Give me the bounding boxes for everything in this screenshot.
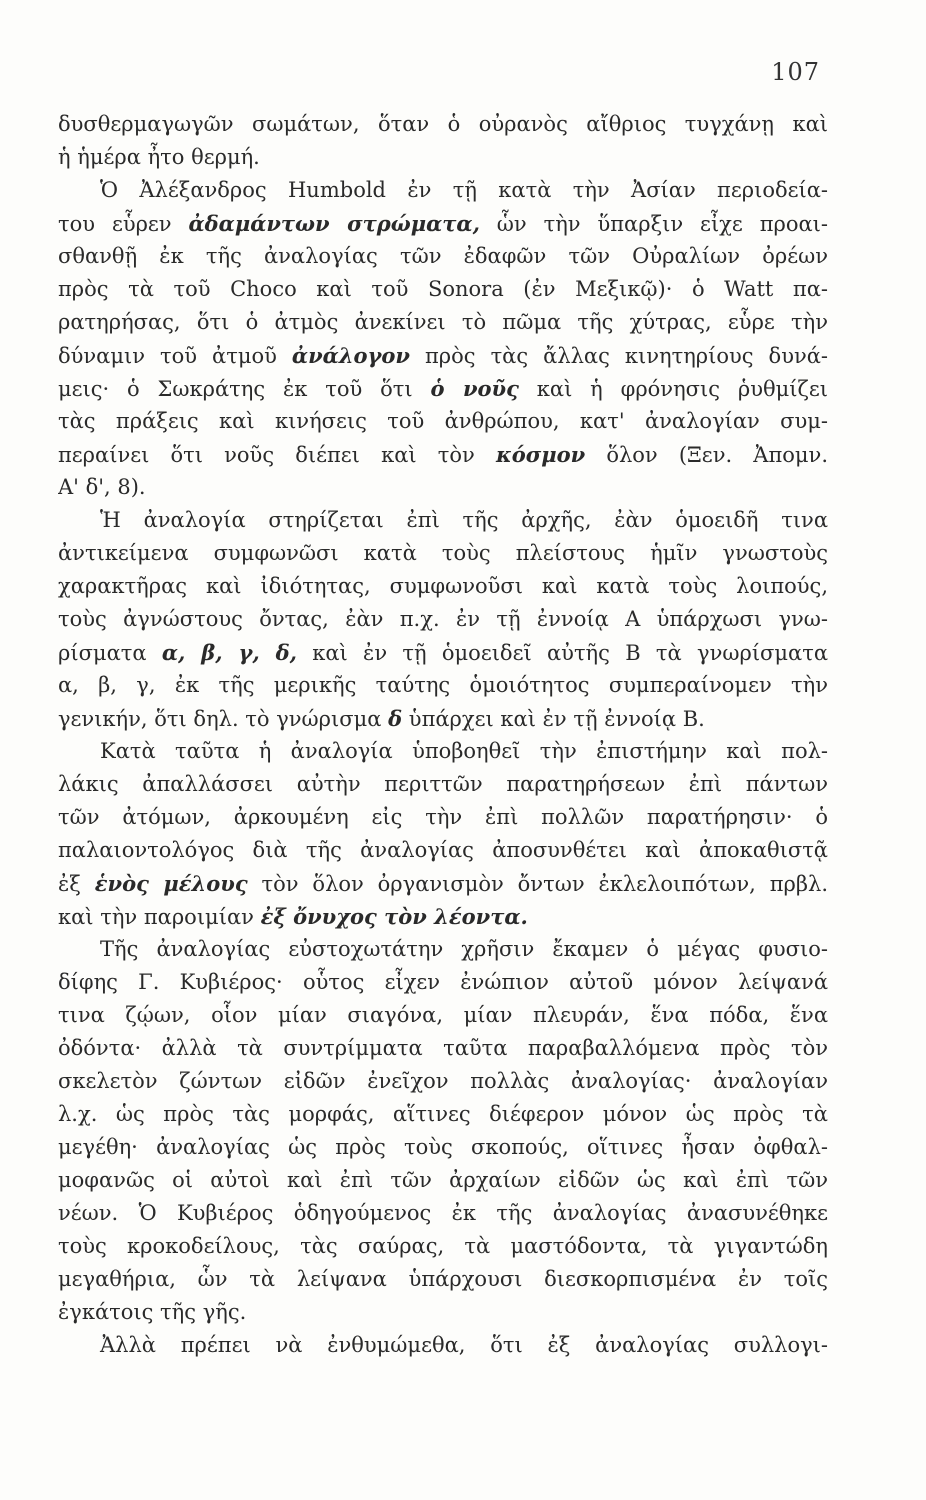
text-line <box>58 207 828 240</box>
body-text <box>58 108 828 1362</box>
text-line: Ἀλλὰ πρέπει νὰ ἐνθυμώμεθα, ὅτι ἐξ ἀναλογίας συλλογι- <box>100 1333 828 1357</box>
text-line: ἀντικείμενα συμφωνῶσι κατὰ τοὺς πλείστους ἡμῖν γνωστοὺς <box>58 541 828 565</box>
text-line: ὀδόντα· ἀλλὰ τὰ συντρίμματα ταῦτα παραβαλλόμενα πρὸς τὸν <box>58 1036 828 1060</box>
text-line: τῶν ἀτόμων, ἀρκουμένη εἰς τὴν ἐπὶ πολλῶν παρατήρησιν· ὁ <box>58 805 828 829</box>
text-segment: μεις· ὁ Σωκράτης ἐκ τοῦ ὅτι <box>58 377 431 401</box>
text-segment: του εὗρεν <box>58 212 189 236</box>
text-line: παλαιοντολόγος διὰ τῆς ἀναλογίας ἀποσυνθέτει καὶ ἀποκαθιστᾷ <box>58 838 828 862</box>
text-line <box>58 702 828 735</box>
text-line: Κατὰ ταῦτα ἡ ἀναλογία ὑποβοηθεῖ τὴν ἐπιστήμην καὶ πολ- <box>100 739 828 763</box>
text-line: τοὺς ἀγνώστους ὄντας, ἐὰν π.χ. ἐν τῇ ἐννοίᾳ Α ὑπάρχωσι γνω- <box>58 607 828 631</box>
text-line <box>58 339 828 372</box>
text-line: τινα ζῴων, οἷον μίαν σιαγόνα, μίαν πλευράν, ἕνα πόδα, ἕνα <box>58 1003 828 1027</box>
text-line: μεγέθη· ἀναλογίας ὡς πρὸς τοὺς σκοπούς, οἵτινες ἦσαν ὀφθαλ- <box>58 1135 828 1159</box>
text-line: λ.χ. ὡς πρὸς τὰς μορφάς, αἵτινες διέφερον μόνον ὡς πρὸς τὰ <box>58 1102 828 1126</box>
text-line <box>58 636 828 669</box>
text-segment: γενικήν, ὅτι δηλ. τὸ γνώρισμα <box>58 707 389 731</box>
text-segment: καὶ τὴν παροιμίαν <box>58 905 261 929</box>
text-line: ἡ ἡμέρα ἦτο θερμή. <box>58 145 260 169</box>
text-line <box>58 438 828 471</box>
text-line: ἐγκάτοις τῆς γῆς. <box>58 1300 247 1324</box>
text-line: νέων. Ὁ Κυβιέρος ὁδηγούμενος ἐκ τῆς ἀναλογίας ἀνασυνέθηκε <box>58 1201 828 1225</box>
text-segment: δύναμιν τοῦ ἀτμοῦ <box>58 344 292 368</box>
text-segment: ὧν τὴν ὕπαρξιν εἶχε προαι- <box>479 212 828 236</box>
emphasized-text: ἑνὸς μέλους <box>94 871 248 896</box>
text-segment: καὶ ἡ φρόνησις ῥυθμίζει <box>518 377 828 401</box>
text-segment: ὅλον (Ξεν. Ἀπομν. <box>585 443 828 467</box>
text-segment: περαίνει ὅτι νοῦς διέπει καὶ τὸν <box>58 443 496 467</box>
text-line: τοὺς κροκοδείλους, τὰς σαύρας, τὰ μαστόδοντα, τὰ γιγαντώδη <box>58 1234 828 1258</box>
text-segment: ὑπάρχει καὶ ἐν τῇ ἐννοίᾳ Β. <box>402 707 705 731</box>
text-line: δίφης Γ. Κυβιέρος· οὗτος εἶχεν ἐνώπιον αὐτοῦ μόνον λείψανά <box>58 970 828 994</box>
text-segment: ἐξ <box>58 872 95 896</box>
text-line: Ἡ ἀναλογία στηρίζεται ἐπὶ τῆς ἀρχῆς, ἐὰν ὁμοειδῆ τινα <box>100 508 828 532</box>
page-number: 107 <box>771 58 820 86</box>
emphasized-text: ἀδαμάντων στρώματα, <box>188 211 480 236</box>
text-segment: τὸν ὅλον ὀργανισμὸν ὄντων ἐκλελοιπότων, πρβλ. <box>247 872 828 896</box>
text-segment: καὶ ἐν τῇ ὁμοειδεῖ αὐτῆς Β τὰ γνωρίσματα <box>296 641 828 665</box>
text-line: πρὸς τὰ τοῦ Choco καὶ τοῦ Sonora (ἐν Μεξικῷ)· ὁ Watt πα- <box>58 277 828 301</box>
text-segment: πρὸς τὰς ἄλλας κινητηρίους δυνά- <box>410 344 828 368</box>
text-line: λάκις ἀπαλλάσσει αὐτὴν περιττῶν παρατηρήσεων ἐπὶ πάντων <box>58 772 828 796</box>
text-line: ρατηρήσας, ὅτι ὁ ἀτμὸς ἀνεκίνει τὸ πῶμα τῆς χύτρας, εὗρε τὴν <box>58 310 828 334</box>
emphasized-text: κόσμον <box>495 442 586 467</box>
text-line: δυσθερμαγωγῶν σωμάτων, ὅταν ὁ οὐρανὸς αἴθριος τυγχάνῃ καὶ <box>58 112 828 136</box>
text-line: τὰς πράξεις καὶ κινήσεις τοῦ ἀνθρώπου, κατ' ἀναλογίαν συμ- <box>58 409 828 433</box>
text-segment: ρίσματα <box>58 641 162 665</box>
emphasized-text: δ <box>388 706 403 731</box>
text-line <box>58 867 828 900</box>
emphasized-text: ὁ νοῦς <box>430 376 519 401</box>
text-line: μοφανῶς οἱ αὐτοὶ καὶ ἐπὶ τῶν ἀρχαίων εἰδῶν ὡς καὶ ἐπὶ τῶν <box>58 1168 828 1192</box>
text-line: Τῆς ἀναλογίας εὐστοχωτάτην χρῆσιν ἔκαμεν ὁ μέγας φυσιο- <box>100 937 828 961</box>
text-line: σκελετὸν ζώντων εἰδῶν ἐνεῖχον πολλὰς ἀναλογίας· ἀναλογίαν <box>58 1069 828 1093</box>
text-line <box>58 372 828 405</box>
text-line: α, β, γ, ἐκ τῆς μερικῆς ταύτης ὁμοιότητος συμπεραίνομεν τὴν <box>58 673 828 697</box>
text-line: χαρακτῆρας καὶ ἰδιότητας, συμφωνοῦσι καὶ κατὰ τοὺς λοιπούς, <box>58 574 828 598</box>
emphasized-text: α, β, γ, δ, <box>161 640 297 665</box>
emphasized-text: ἐξ ὄνυχος τὸν λέοντα. <box>260 904 528 929</box>
text-line: Α' δ', 8). <box>58 475 146 499</box>
text-line: μεγαθήρια, ὧν τὰ λείψανα ὑπάρχουσι διεσκορπισμένα ἐν τοῖς <box>58 1267 828 1291</box>
emphasized-text: ἀνάλογον <box>291 343 410 368</box>
text-line: σθανθῇ ἐκ τῆς ἀναλογίας τῶν ἐδαφῶν τῶν Οὐραλίων ὀρέων <box>58 244 828 268</box>
text-line: Ὁ Ἀλέξανδρος Humbold ἐν τῇ κατὰ τὴν Ἀσίαν περιοδεία- <box>100 178 828 202</box>
text-line <box>58 900 828 933</box>
